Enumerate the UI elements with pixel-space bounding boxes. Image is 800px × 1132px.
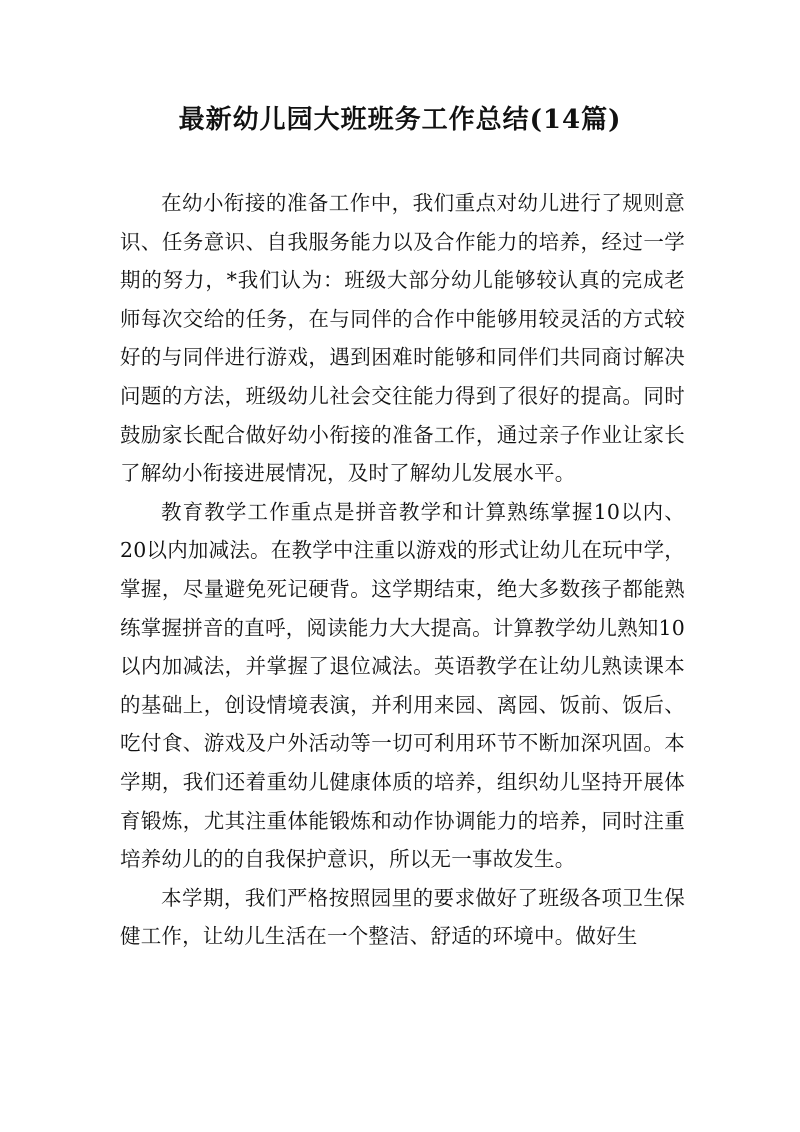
paragraph-2: 教育教学工作重点是拼音教学和计算熟练掌握10以内、20以内加减法。在教学中注重以游戏的形式让幼儿在玩中学，掌握，尽量避免死记硬背。这学期结束，绝大多数孩子都能熟练掌握拼音的直呼，阅读能力大大提高。计算教学幼儿熟知10以内加减法，并掌握了退位减法。英语教学在让幼儿熟读课本的基础上，创设情境表演，并利用来园、离园、饭前、饭后、吃付食、游戏及户外活动等一切可利用环节不断加深巩固。本学期，我们还着重幼儿健康体质的培养，组织幼儿坚持开展体育锻炼，尤其注重体能锻炼和动作协调能力的培养，同时注重培养幼儿的的自我保护意识，所以无一事故发生。 [120, 499, 685, 872]
paragraph-3: 本学期，我们严格按照园里的要求做好了班级各项卫生保健工作，让幼儿生活在一个整洁、舒适的环境中。做好生 [120, 885, 685, 949]
document-title: 最新幼儿园大班班务工作总结(14篇) [178, 105, 622, 135]
paragraph-1: 在幼小衔接的准备工作中，我们重点对幼儿进行了规则意识、任务意识、自我服务能力以及合作能力的培养，经过一学期的努力，*我们认为：班级大部分幼儿能够较认真的完成老师每次交给的任务，在与同伴的合作中能够用较灵活的方式较好的与同伴进行游戏，遇到困难时能够和同伴们共同商讨解决问题的方法，班级幼儿社会交往能力得到了很好的提高。同时鼓励家长配合做好幼小衔接的准备工作，通过亲子作业让家长了解幼小衔接进展情况，及时了解幼儿发展水平。 [120, 191, 685, 486]
document-body [120, 184, 685, 956]
